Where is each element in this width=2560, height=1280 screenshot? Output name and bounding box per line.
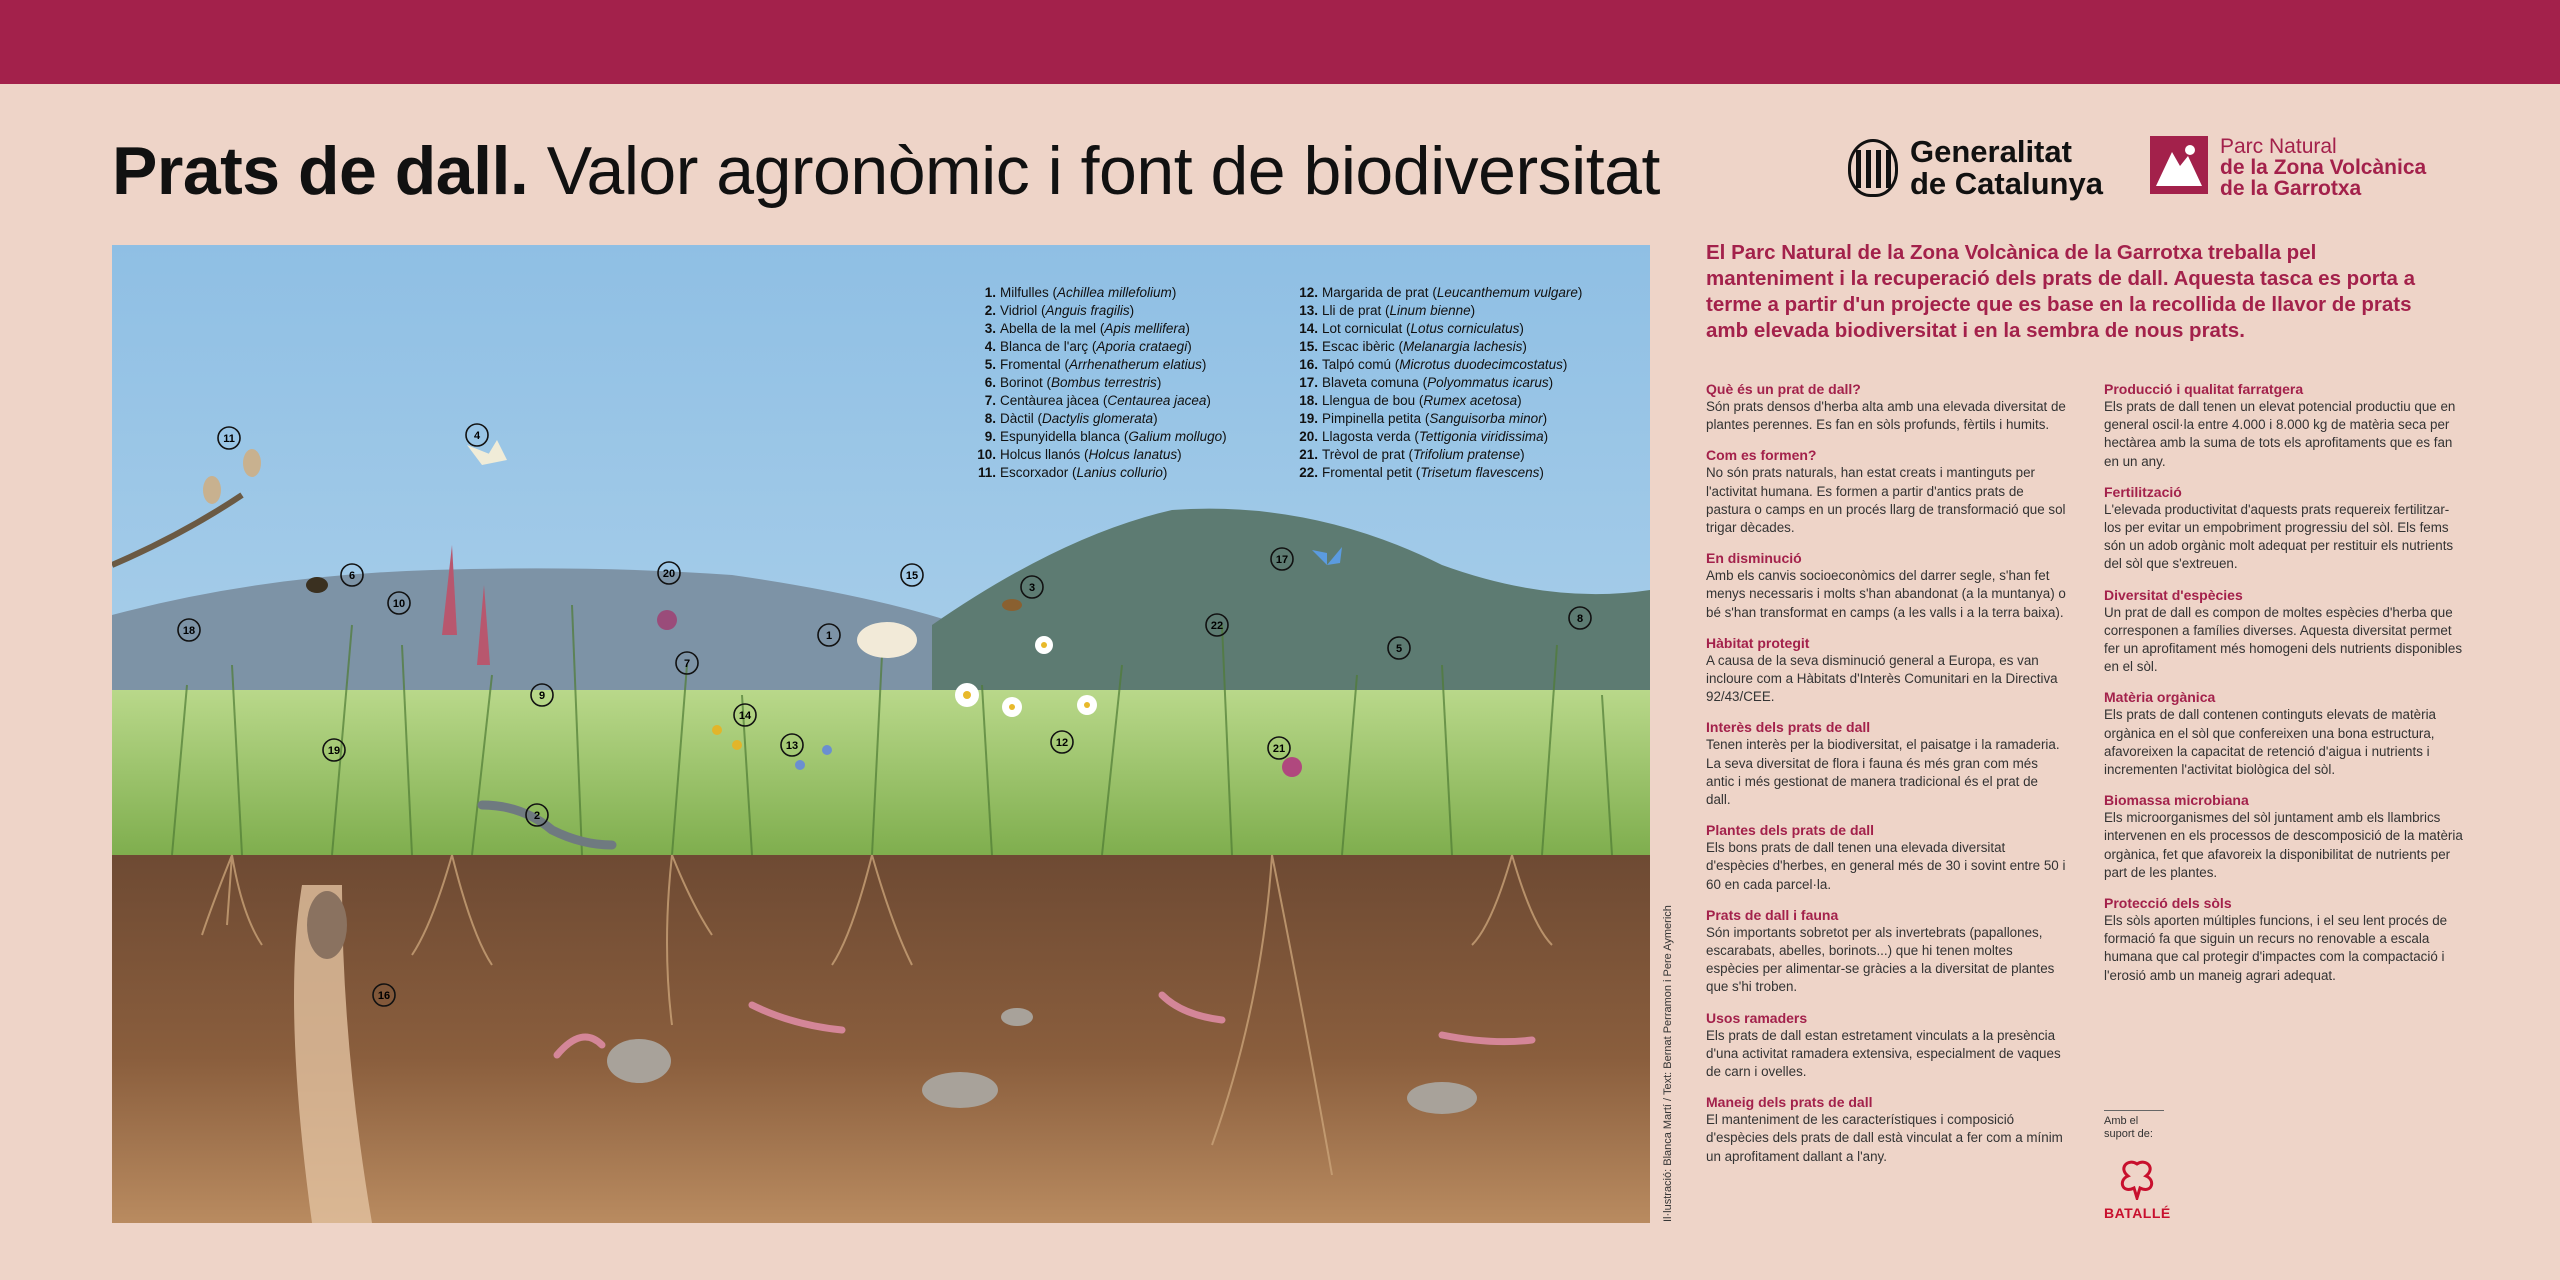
legend-common-name: Llagosta verda (1322, 429, 1411, 444)
info-section (2104, 483, 2464, 574)
generalitat-line-2: de Catalunya (1910, 166, 2103, 201)
legend-number: 14. (1299, 321, 1318, 336)
legend-common-name: Fromental petit (1322, 465, 1413, 480)
legend-common-name: Escorxador (1000, 465, 1069, 480)
legend-number: 15. (1299, 339, 1318, 354)
info-section (1706, 906, 2066, 997)
legend-common-name: Margarida de prat (1322, 285, 1429, 300)
section-body: Els prats de dall contenen continguts elevats de matèria orgànica en el sòl que confereixen una bona estructura, afavoreixen la capacitat de retenció d'aigua i nutrients i incrementen l'activitat biològica del sòl. (2104, 707, 2436, 778)
section-heading: Hàbitat protegit (1706, 634, 1810, 651)
section-heading: Com es formen? (1706, 447, 1817, 464)
svg-text:10: 10 (392, 598, 406, 610)
legend-number: 21. (1299, 447, 1318, 462)
legend-item: 7. Centàurea jàcea (Centaurea jacea) (970, 392, 1227, 410)
svg-text:4: 4 (473, 430, 481, 442)
info-section (2104, 894, 2464, 985)
section-body: Els prats de dall tenen un elevat potencial productiu que en general oscil·la entre 4.000 i 8.000 kg de matèria seca per hectàrea amb la suma de tots els aprofitaments que es fan en un any. (2104, 399, 2456, 469)
info-section (2104, 791, 2464, 882)
svg-text:20: 20 (662, 568, 676, 580)
parc-natural-logo (2150, 136, 2426, 199)
section-heading: Protecció dels sòls (2104, 895, 2232, 912)
section-heading: Usos ramaders (1706, 1009, 1808, 1026)
svg-text:13: 13 (785, 740, 799, 752)
section-heading: Producció i qualitat farratgera (2104, 381, 2304, 397)
legend-common-name: Milfulles (1000, 285, 1049, 300)
legend-item: 5. Fromental (Arrhenatherum elatius) (970, 356, 1227, 374)
info-section (1706, 821, 2066, 894)
legend-scientific-name: Trifolium pratense (1413, 447, 1521, 462)
legend-common-name: Lli de prat (1322, 303, 1382, 318)
legend-common-name: Talpó comú (1322, 357, 1392, 372)
bumblebee (306, 577, 328, 593)
legend-scientific-name: Lanius collurio (1076, 465, 1163, 480)
legend-scientific-name: Centaurea jacea (1107, 393, 1207, 408)
info-section (2104, 688, 2464, 779)
legend-item: 6. Borinot (Bombus terrestris) (970, 374, 1227, 392)
legend-common-name: Borinot (1000, 375, 1043, 390)
legend-item: 3. Abella de la mel (Apis mellifera) (970, 320, 1227, 338)
legend-number: 19. (1299, 411, 1318, 426)
legend-scientific-name: Rumex acetosa (1423, 393, 1518, 408)
legend-common-name: Vidriol (1000, 303, 1038, 318)
top-banner (0, 0, 2560, 84)
info-section (1706, 446, 2066, 537)
legend-scientific-name: Linum bienne (1389, 303, 1471, 318)
shrike-bird (203, 476, 221, 504)
svg-text:16: 16 (377, 990, 391, 1002)
legend-common-name: Escac ibèric (1322, 339, 1395, 354)
generalitat-line-1: Generalitat (1910, 134, 2072, 169)
section-heading: Maneig dels prats de dall (1706, 1094, 1873, 1111)
legend-common-name: Pimpinella petita (1322, 411, 1422, 426)
legend-scientific-name: Melanargia lachesis (1403, 339, 1523, 354)
section-body: Amb els canvis socioeconòmics del darrer segle, s'han fet menys necessaris i molts s'han abandonat (a la muntanya) o bé s'han transformat en camps (a les valls i a la terra baixa). (1706, 568, 2066, 620)
legend-common-name: Espunyidella blanca (1000, 429, 1121, 444)
legend-scientific-name: Polyommatus icarus (1427, 375, 1549, 390)
generalitat-emblem-icon (1848, 139, 1898, 197)
legend-item: 17. Blaveta comuna (Polyommatus icarus) (1292, 374, 1582, 392)
svg-text:21: 21 (1272, 743, 1286, 755)
legend-scientific-name: Lotus corniculatus (1410, 321, 1520, 336)
legend-common-name: Centàurea jàcea (1000, 393, 1100, 408)
section-body: El manteniment de les característiques i composició d'espècies dels prats de dall està vinculat a fer com a mínim un aprofitament dallant a l'any. (1706, 1112, 2063, 1164)
legend-number: 17. (1299, 375, 1318, 390)
legend-item: 11. Escorxador (Lanius collurio) (970, 464, 1227, 482)
section-body: Els sòls aporten múltiples funcions, i el seu lent procés de formació fa que siguin un recurs no renovable a escala humana que cal protegir d'impactes com la compactació i l'erosió amb un maneig agrari adequat. (2104, 913, 2448, 983)
legend-number: 12. (1299, 285, 1318, 300)
info-section (1706, 380, 2066, 434)
legend-item: 8. Dàctil (Dactylis glomerata) (970, 410, 1227, 428)
svg-text:14: 14 (738, 710, 752, 722)
legend-common-name: Dàctil (1000, 411, 1034, 426)
info-section (1706, 1093, 2066, 1166)
legend-item: 20. Llagosta verda (Tettigonia viridissima) (1292, 428, 1582, 446)
legend-item: 18. Llengua de bou (Rumex acetosa) (1292, 392, 1582, 410)
legend-item: 1. Milfulles (Achillea millefolium) (970, 284, 1227, 302)
section-body: L'elevada productivitat d'aquests prats requereix fertilitzar-los per evitar un empobriment progressiu del sòl. Els fems són un adob orgànic molt adequat per restituir els nutrients del sòl que s'extreuen. (2104, 501, 2454, 572)
legend-number: 10. (977, 447, 996, 462)
legend-number: 7. (984, 393, 996, 408)
species-legend-left (970, 284, 1227, 482)
intro-text: El Parc Natural de la Zona Volcànica de la Garrotxa treballa pel manteniment i la recuperació dels prats de dall. Aquesta tasca es porta a terme a partir d'un projecte que es base en la recollida de llavor de prats amb elevada biodiversitat i en la sembra de nous prats. (1706, 241, 2416, 342)
section-body: Són importants sobretot per als invertebrats (papallones, escarabats, abelles, borinots...) que hi tenen moltes espècies per alimentar-se gràcies a la diversitat de plantes que s'hi troben. (1706, 924, 2055, 995)
info-section (1706, 634, 2066, 707)
illustration-credit: Il·lustració: Blanca Martí / Text: Bernat Perramon i Pere Aymerich (1662, 905, 1674, 1222)
legend-common-name: Holcus llanós (1000, 447, 1081, 462)
info-section (2104, 380, 2464, 471)
legend-item: 9. Espunyidella blanca (Galium mollugo) (970, 428, 1227, 446)
shrike-bird (243, 449, 261, 477)
legend-number: 16. (1299, 357, 1318, 372)
legend-common-name: Abella de la mel (1000, 321, 1097, 336)
legend-scientific-name: Achillea millefolium (1057, 285, 1172, 300)
legend-scientific-name: Leucanthemum vulgare (1436, 285, 1578, 300)
section-heading: Matèria orgànica (2104, 689, 2216, 706)
generalitat-name (1910, 136, 2103, 200)
legend-scientific-name: Galium mollugo (1128, 429, 1223, 444)
svg-text:3: 3 (1028, 582, 1036, 594)
legend-scientific-name: Microtus duodecimcostatus (1399, 357, 1563, 372)
info-section (2104, 586, 2464, 677)
parc-line-3: de la Garrotxa (2220, 177, 2362, 200)
section-body: Tenen interès per la biodiversitat, el paisatge i la ramaderia. La seva diversitat de flora i fauna és més gran com més antic i més gestionat de manera tradicional és el prat de dall. (1706, 737, 2060, 808)
legend-item: 10. Holcus llanós (Holcus lanatus) (970, 446, 1227, 464)
legend-number: 20. (1299, 429, 1318, 444)
info-column-left (1706, 380, 2066, 1178)
section-body: No són prats naturals, han estat creats i mantinguts per l'activitat humana. Es formen a partir d'antics prats de pastura o camps en un procés llarg de transformació que sol trigar dècades. (1706, 465, 2066, 536)
svg-text:18: 18 (182, 625, 196, 637)
svg-text:7: 7 (683, 658, 691, 670)
legend-common-name: Blanca de l'arç (1000, 339, 1089, 354)
svg-text:19: 19 (327, 745, 341, 757)
legend-scientific-name: Bombus terrestris (1051, 375, 1157, 390)
legend-item: 2. Vidriol (Anguis fragilis) (970, 302, 1227, 320)
parc-line-1: Parc Natural (2220, 135, 2337, 158)
legend-number: 5. (984, 357, 996, 372)
section-heading: En disminució (1706, 550, 1802, 567)
support-label: Amb el suport de: (2104, 1110, 2164, 1141)
section-body: Els bons prats de dall tenen una elevada diversitat d'espècies d'herbes, en general més de 30 i sovint entre 50 i 60 en cada parcel·la. (1706, 840, 2066, 892)
legend-item: 13. Lli de prat (Linum bienne) (1292, 302, 1582, 320)
legend-scientific-name: Anguis fragilis (1045, 303, 1130, 318)
legend-scientific-name: Holcus lanatus (1088, 447, 1178, 462)
svg-text:12: 12 (1055, 737, 1069, 749)
section-body: Són prats densos d'herba alta amb una elevada diversitat de plantes perennes. Es fan en sòls profunds, fèrtils i humits. (1706, 399, 2066, 433)
legend-number: 2. (984, 303, 996, 318)
batalle-emblem-icon (2114, 1160, 2160, 1200)
legend-number: 9. (984, 429, 996, 444)
legend-common-name: Lot corniculat (1322, 321, 1403, 336)
svg-text:22: 22 (1210, 620, 1224, 632)
section-body: Els microorganismes del sòl juntament amb els llambrics intervenen en els processos de descomposició de la matèria orgànica, fet que afavoreix la disponibilitat de nutrients per part de les plantes. (2104, 810, 2463, 880)
species-legend-right (1292, 284, 1582, 482)
legend-number: 13. (1299, 303, 1318, 318)
section-heading: Diversitat d'espècies (2104, 586, 2243, 603)
legend-common-name: Blaveta comuna (1322, 375, 1419, 390)
page-title (112, 132, 1660, 210)
info-section (1706, 549, 2066, 622)
legend-number: 1. (984, 285, 996, 300)
legend-item: 21. Trèvol de prat (Trifolium pratense) (1292, 446, 1582, 464)
legend-scientific-name: Sanguisorba minor (1429, 411, 1543, 426)
info-section (1706, 718, 2066, 809)
section-body: Un prat de dall es compon de moltes espècies d'herba que corresponen a famílies diverses. Aquesta diversitat permet fer un aprofitament més homogeni dels nutrients disponibles en el sòl. (2104, 604, 2463, 675)
section-heading: Prats de dall i fauna (1706, 906, 1839, 923)
svg-text:15: 15 (905, 570, 919, 582)
legend-scientific-name: Apis mellifera (1104, 321, 1186, 336)
svg-text:5: 5 (1395, 643, 1403, 655)
section-heading: Fertilització (2104, 483, 2182, 500)
info-section (1706, 1009, 2066, 1082)
section-heading: Plantes dels prats de dall (1706, 822, 1875, 839)
vole (307, 891, 347, 959)
svg-text:9: 9 (538, 690, 546, 702)
svg-text:2: 2 (533, 810, 541, 822)
legend-item: 4. Blanca de l'arç (Aporia crataegi) (970, 338, 1227, 356)
section-heading: Interès dels prats de dall (1706, 719, 1871, 736)
svg-text:1: 1 (825, 630, 833, 642)
legend-scientific-name: Arrhenatherum elatius (1069, 357, 1202, 372)
section-heading: Biomassa microbiana (2104, 792, 2249, 809)
parc-line-2: de la Zona Volcànica (2220, 156, 2427, 179)
section-body: A causa de la seva disminució general a Europa, es van incloure com a Hàbitats d'Interès Comunitari en la Directiva 92/43/CEE. (1706, 652, 2058, 705)
batalle-logo (2104, 1160, 2170, 1221)
title-rest: Valor agronòmic i font de biodiversitat (546, 133, 1660, 209)
legend-item: 12. Margarida de prat (Leucanthemum vulgare) (1292, 284, 1582, 302)
legend-number: 11. (977, 465, 996, 480)
title-bold: Prats de dall. (112, 133, 529, 209)
legend-common-name: Llengua de bou (1322, 393, 1416, 408)
legend-common-name: Trèvol de prat (1322, 447, 1405, 462)
legend-item: 14. Lot corniculat (Lotus corniculatus) (1292, 320, 1582, 338)
info-column-right (2104, 380, 2464, 997)
legend-item: 16. Talpó comú (Microtus duodecimcostatus) (1292, 356, 1582, 374)
honeybee (1002, 599, 1022, 611)
batalle-name: BATALLÉ (2104, 1205, 2171, 1221)
legend-number: 8. (984, 411, 996, 426)
legend-item: 22. Fromental petit (Trisetum flavescens) (1292, 464, 1582, 482)
legend-number: 22. (1299, 465, 1318, 480)
generalitat-logo (1848, 136, 2103, 200)
section-heading: Què és un prat de dall? (1706, 381, 1861, 397)
legend-number: 4. (984, 339, 996, 354)
parc-natural-name (2220, 136, 2426, 199)
legend-common-name: Fromental (1000, 357, 1061, 372)
legend-item: 19. Pimpinella petita (Sanguisorba minor) (1292, 410, 1582, 428)
parc-natural-emblem-icon (2150, 136, 2208, 194)
legend-scientific-name: Dactylis glomerata (1042, 411, 1154, 426)
svg-text:11: 11 (223, 433, 235, 445)
legend-scientific-name: Trisetum flavescens (1420, 465, 1540, 480)
legend-number: 6. (984, 375, 996, 390)
legend-scientific-name: Aporia crataegi (1096, 339, 1188, 354)
legend-item: 15. Escac ibèric (Melanargia lachesis) (1292, 338, 1582, 356)
legend-number: 3. (984, 321, 996, 336)
svg-text:8: 8 (1576, 613, 1584, 625)
svg-text:6: 6 (348, 570, 356, 582)
legend-scientific-name: Tettigonia viridissima (1418, 429, 1544, 444)
section-body: Els prats de dall estan estretament vinculats a la presència d'una activitat ramadera extensiva, especialment de vaques de carn i ovelles. (1706, 1027, 2061, 1080)
svg-text:17: 17 (1275, 554, 1289, 566)
legend-number: 18. (1299, 393, 1318, 408)
